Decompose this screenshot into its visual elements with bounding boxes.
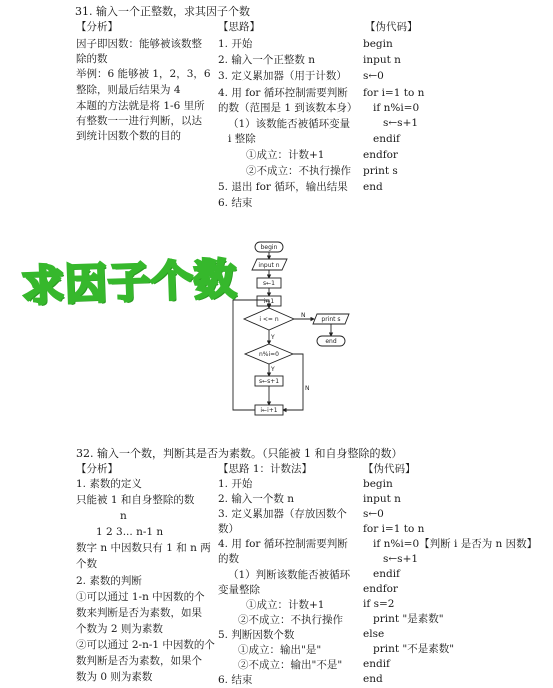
q32-thinking-line: 6. 结束 [218, 674, 253, 686]
q31-code-line: endfor [363, 149, 398, 161]
flow-begin-label: begin [260, 244, 278, 251]
q32-analysis-line: 数为 0 则为素数 [76, 671, 153, 683]
q31-title: 31. 输入一个正整数，求其因子个数 [75, 5, 250, 18]
q31-code-line: end [363, 181, 383, 193]
q31-pseudocode [363, 37, 424, 196]
q32-analysis [76, 477, 215, 686]
q31-analysis-line: 到统计因数个数的目的 [76, 130, 181, 142]
q32-pseudocode [363, 477, 537, 687]
flow-yes-label-1: Y [271, 334, 275, 341]
q32-pseudo-header: 【伪代码】 [363, 463, 416, 475]
flow-no-label-2: N [305, 385, 310, 392]
q31-code-line: print s [363, 165, 398, 177]
q31-analysis-line: 因子即因数：能够被该数整 [76, 38, 202, 50]
flow-inc-s-label: s←s+1 [258, 378, 280, 385]
q31-thinking-line: （1）该数能否被循环变量 [228, 118, 351, 130]
q32-thinking [218, 477, 350, 688]
q32-thinking-line: 3. 定义累加器（存放因数个 [218, 508, 347, 520]
q32-code-line: end [363, 673, 383, 685]
flow-yes-label-2: Y [271, 366, 275, 373]
q31-thinking-line: 2. 输入一个正整数 n [218, 54, 315, 66]
q32-thinking-line: ①成立：计数+1 [246, 599, 325, 611]
q31-code-line: input n [363, 54, 401, 66]
q31-code-line: endif [373, 133, 400, 145]
flow-divisible-label: n%i=0 [258, 351, 280, 358]
q32-thinking-line: （1）判断该数能否被循环 [228, 569, 351, 581]
q32-code-line: endif [373, 568, 400, 580]
q32-thinking-line: 的数 [218, 553, 239, 565]
q31-thinking [218, 37, 357, 212]
q31-thinking-line: ①成立：计数+1 [246, 149, 325, 161]
q32-analysis-line: 数来判断是否为素数，如果 [76, 607, 202, 619]
q31-thinking-line: 3. 定义累加器（用于计数） [218, 70, 347, 82]
q32-code-line: begin [363, 478, 393, 490]
q32-thinking-line: 5. 判断因数个数 [218, 629, 295, 641]
q31-flowchart [225, 238, 355, 423]
q32-code-line: print "是素数" [373, 613, 444, 625]
q31-analysis-line: 举例：6 能够被 1，2，3，6 [76, 68, 211, 80]
q31-code-line: if n%i=0 [373, 102, 420, 114]
flow-loop-condition-label: i <= n [259, 316, 279, 323]
q32-thinking-line: 1. 开始 [218, 478, 253, 490]
q32-title: 32. 输入一个数，判断其是否为素数。（只能被 1 和自身整除的数） [76, 447, 403, 460]
q32-analysis-line: 2. 素数的判断 [76, 575, 142, 587]
q31-code-line: for i=1 to n [363, 87, 425, 99]
flow-end-label: end [325, 338, 337, 345]
q31-thinking-line: i 整除 [228, 133, 256, 145]
q31-thinking-line: 1. 开始 [218, 38, 253, 50]
q32-thinking-line: 4. 用 for 循环控制需要判断 [218, 538, 348, 550]
q32-thinking-line: ②不成立：不执行操作 [238, 614, 343, 626]
flow-input-label: input n [258, 262, 280, 269]
q31-code-line: begin [363, 38, 393, 50]
q32-analysis-line: ①可以通过 1-n 中因数的个 [76, 591, 205, 603]
flow-init-s-label: s←1 [263, 280, 275, 287]
q32-code-line: for i=1 to n [363, 523, 425, 535]
q32-thinking-line: 变量整除 [218, 584, 260, 596]
flow-init-i-label: i←1 [263, 298, 275, 305]
q31-analysis-line: 整除，则最后结果为 4 [76, 84, 181, 96]
q31-analysis-line: 除的数 [76, 53, 108, 65]
q32-thinking-line: 数） [218, 523, 239, 535]
flow-no-label-1: N [301, 312, 306, 319]
q32-analysis-line: ②可以通过 2-n-1 中因数的个 [76, 639, 215, 651]
q32-analysis-line: 数字 n 中因数只有 1 和 n 两 [76, 542, 211, 554]
q32-thinking-line: 2. 输入一个数 n [218, 493, 294, 505]
q32-code-line: s←0 [363, 508, 384, 520]
q32-thinking-line: ①成立：输出"是" [238, 644, 322, 656]
q31-code-line: s←0 [363, 70, 384, 82]
q31-analysis-header: 【分析】 [76, 21, 118, 33]
q31-code-line: s←s+1 [383, 117, 419, 129]
q32-analysis-line: 个数 [76, 558, 97, 570]
topic-stamp: 求因子个数 [21, 254, 238, 311]
q32-analysis-line: 数判断是否为素数，如果个 [76, 655, 202, 667]
q32-code-line: input n [363, 493, 401, 505]
q32-code-line: endfor [363, 583, 398, 595]
q31-analysis-line: 有整数一一进行判断，以达 [76, 115, 202, 127]
q32-analysis-line: n [120, 510, 127, 522]
q32-code-line: if n%i=0【判断 i 是否为 n 因数】 [373, 538, 538, 550]
q31-analysis-line: 本题的方法就是将 1-6 里所 [76, 100, 205, 112]
q32-analysis-header: 【分析】 [76, 463, 118, 475]
q31-analysis [76, 37, 211, 144]
q31-thinking-line: 的数（范围是 1 到该数本身） [218, 102, 358, 114]
q32-code-line: if s=2 [363, 598, 395, 610]
q31-pseudo-header: 【伪代码】 [365, 21, 418, 33]
q32-thinking-line: ②不成立：输出"不是" [238, 659, 343, 671]
q32-analysis-line: 个数为 2 则为素数 [76, 623, 163, 635]
q32-code-line: s←s+1 [383, 553, 419, 565]
q32-analysis-line: 1 2 3... n-1 n [96, 526, 164, 538]
flow-inc-i-label: i←i+1 [260, 407, 278, 414]
q31-thinking-line: 5. 退出 for 循环，输出结果 [218, 181, 348, 193]
q31-thinking-line: 4. 用 for 循环控制需要判断 [218, 87, 348, 99]
q31-thinking-header: 【思路】 [218, 21, 260, 33]
q32-code-line: endif [363, 658, 390, 670]
q32-thinking-header: 【思路 1：计数法】 [218, 463, 313, 475]
q32-code-line: else [363, 628, 385, 640]
q31-thinking-line: ②不成立：不执行操作 [246, 165, 351, 177]
flow-print-label: print s [321, 316, 341, 323]
q32-analysis-line: 1. 素数的定义 [76, 478, 142, 490]
q32-analysis-line: 只能被 1 和自身整除的数 [76, 494, 195, 506]
q32-code-line: print "不是素数" [373, 643, 455, 655]
q31-thinking-line: 6. 结束 [218, 197, 253, 209]
